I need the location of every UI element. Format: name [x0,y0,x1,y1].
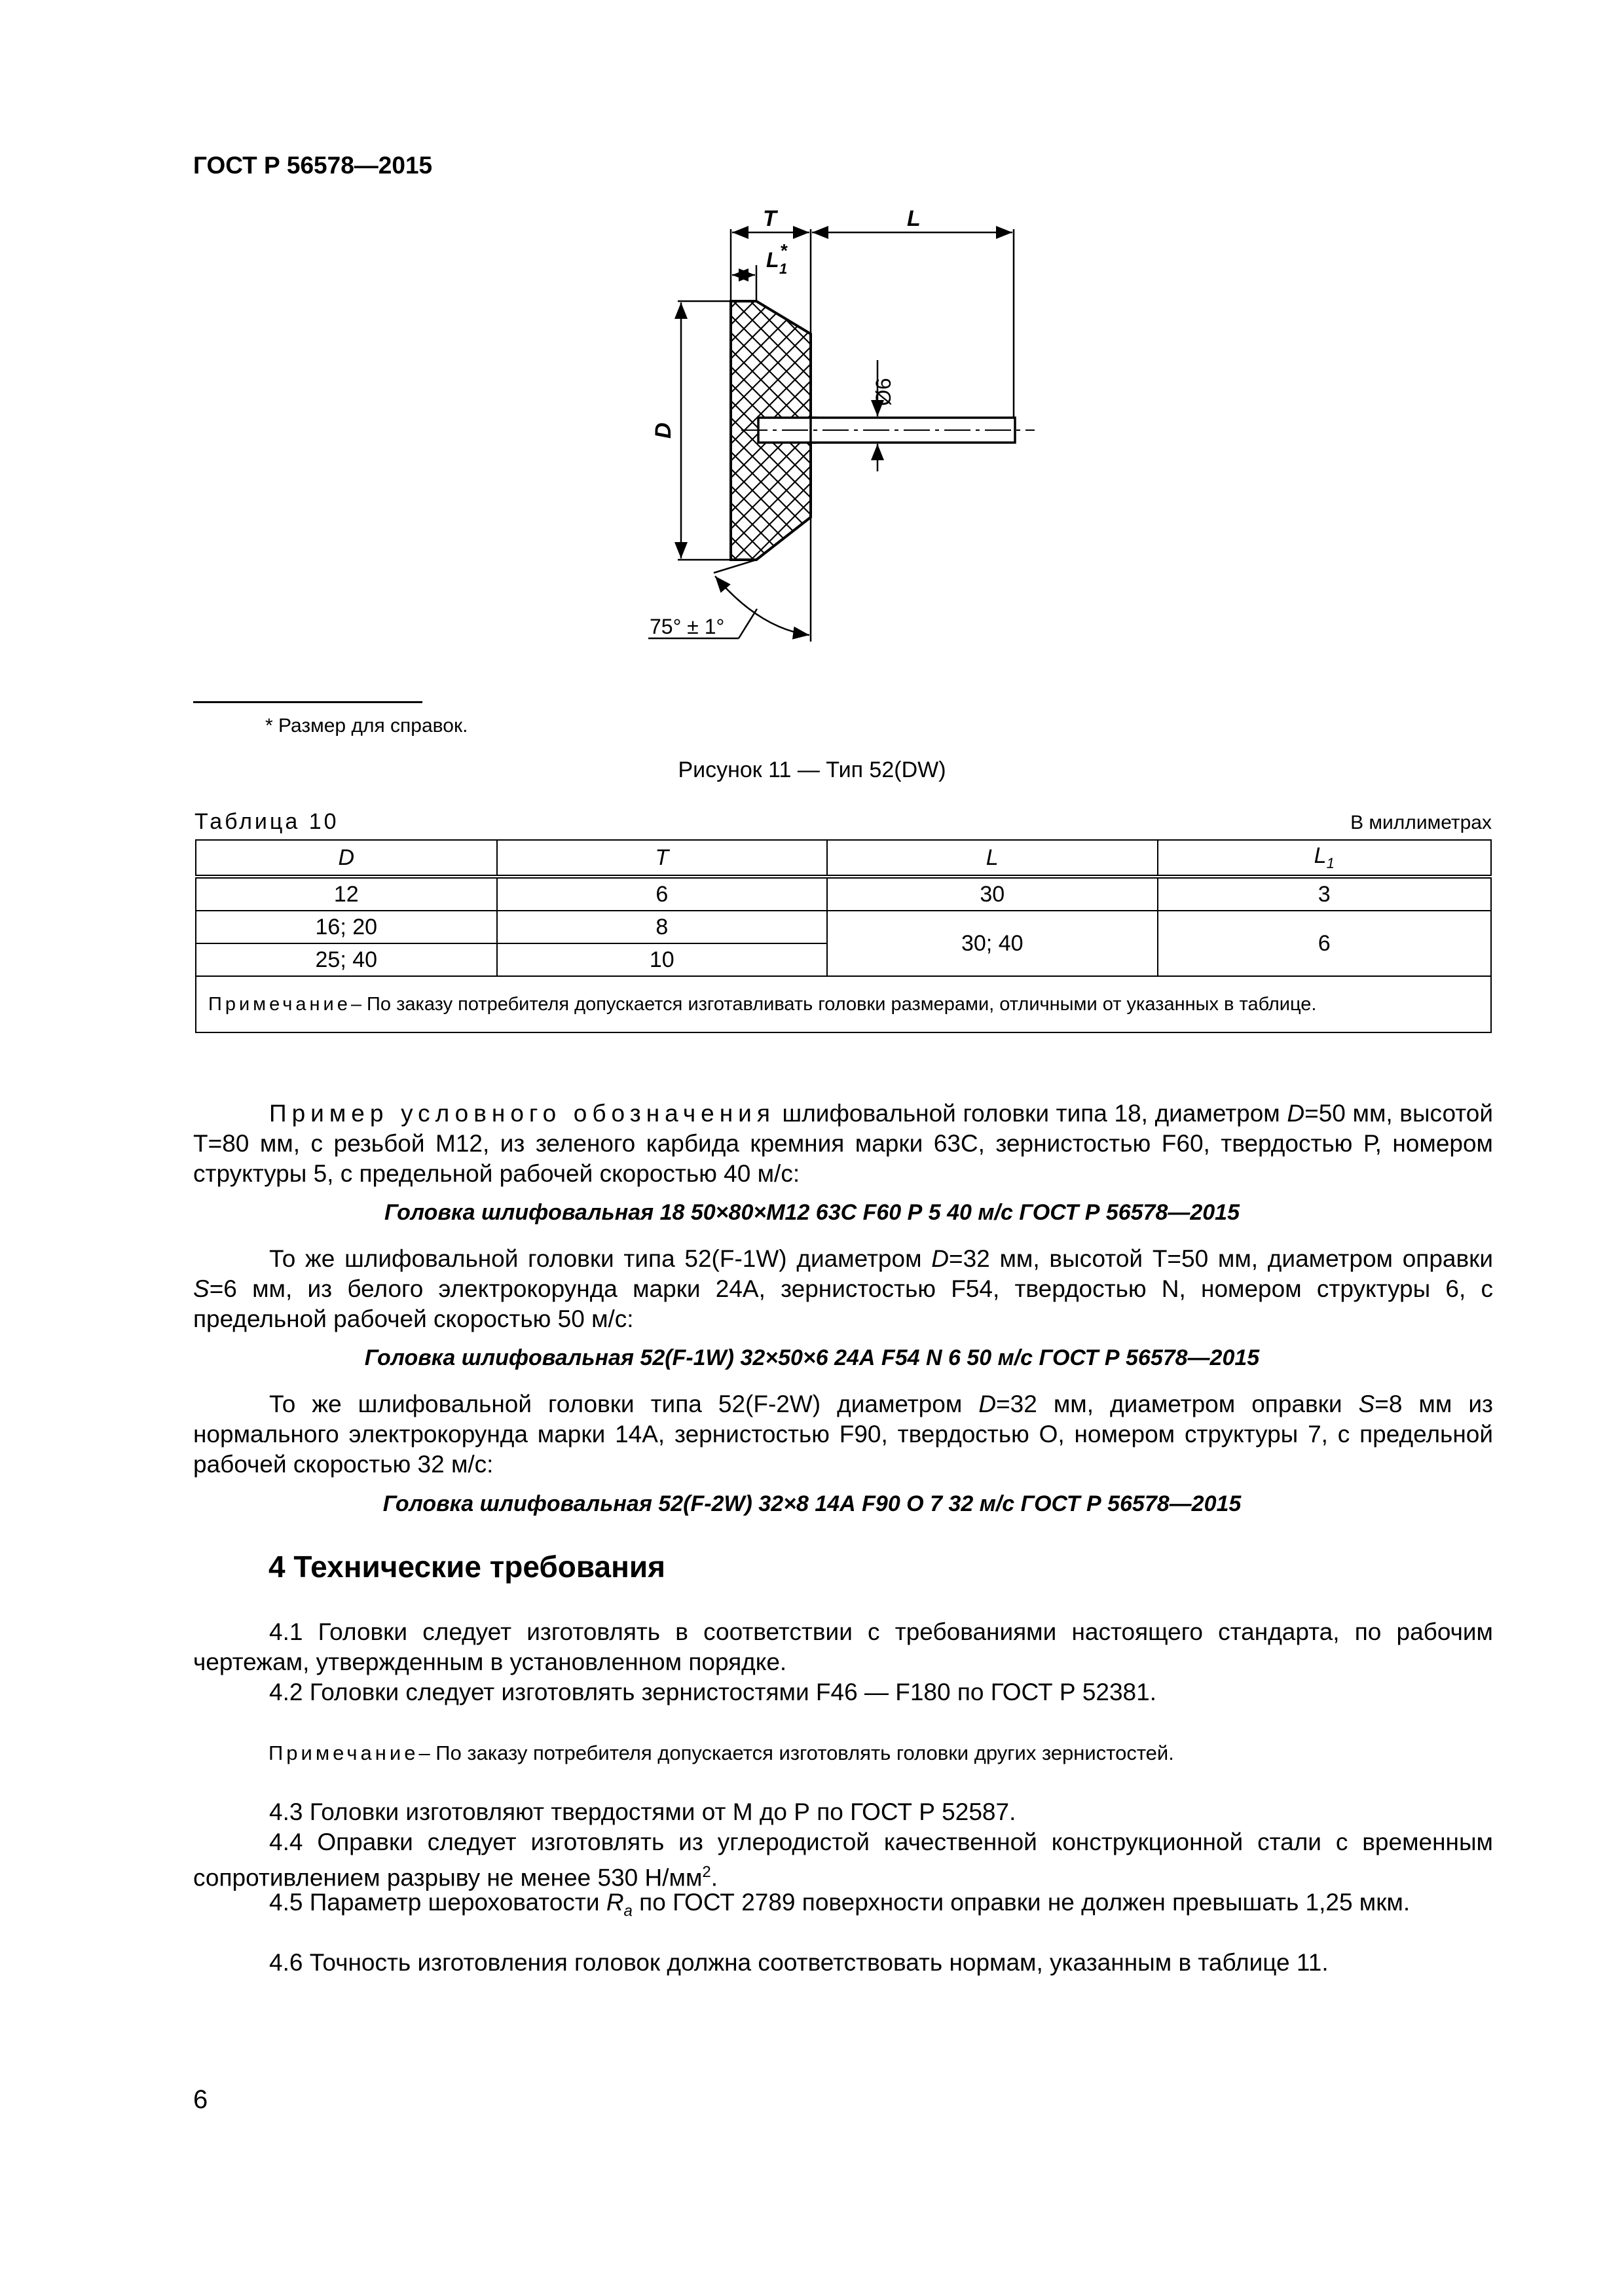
dim-D-label: D [651,422,676,439]
cell-T: 6 [497,877,827,911]
paragraph-4-4: 4.4 Оправки следует изготовлять из углеродистой качественной конструкционной стали с временным сопротивлением разрыву не менее 530 $Н/мм^2$. [193,1829,1493,1891]
designation-1: Головка шлифовальная 18 50×80×М12 63С F60 Р 5 40 м/с ГОСТ Р 56578—2015 [384,1200,1240,1225]
table-row [196,911,1491,943]
cell-D: 25; 40 [196,943,497,976]
page-number: 6 [193,2085,208,2114]
footnote: * Размер для справок. [265,715,468,737]
header-L: L [827,840,1157,877]
table-note-row [196,976,1491,1032]
paragraph-4-3: 4.3 Головки изготовляют твердостями от М до Р по ГОСТ Р 52587. [269,1798,1016,1825]
section-note-label: Примечание [268,1741,419,1764]
section-note-text: – По заказу потребителя допускается изготовлять головки других зернистостей. [418,1741,1174,1764]
cell-T: 10 [497,943,827,976]
cell-L: 30; 40 [827,911,1157,976]
section-note [268,1741,1174,1765]
section-title: 4 Технические требования [268,1550,665,1584]
example-paragraph-3: То же шлифовальной головки типа 52(F-2W) диаметром D=32 мм, диаметром оправки S=8 мм из нормального электрокорунда марки 14А, зернистостью F90, твердостью О, номером структуры 7, с предельной рабочей скоростью 32 м/с: [193,1391,1493,1478]
paragraph-4-1: 4.1 Головки следует изготовлять в соответствии с требованиями настоящего стандарта, по рабочим чертежам, утвержденным в установленном порядке. [193,1618,1493,1675]
table-header-row [196,840,1491,877]
header-D: D [196,840,497,877]
paragraph-4-5: 4.5 Параметр шероховатости $R_a$ по ГОСТ 2789 поверхности оправки не должен превышать 1,25 мкм. [269,1889,1411,1920]
dim-L1-star: * [781,240,788,261]
header-T: T [497,840,827,877]
cell-D: 16; 20 [196,911,497,943]
table-10 [195,839,1492,1033]
paragraph-4-6: 4.6 Точность изготовления головок должна соответствовать нормам, указанным в таблице 11. [269,1949,1329,1976]
dim-L1-subscript: 1 [779,261,788,277]
example-paragraph-1: Пример условного обозначения шлифовальной головки типа 18, диаметром D=50 мм, высотой Т=80 мм, с резьбой М12, из зеленого карбида кремния марки 63С, зернистостью F60, твердостью Р, номером структуры 5, с предельной рабочей скоростью 40 м/с: [193,1100,1494,1187]
table-note-label: Примечание [208,994,351,1015]
designation-2: Головка шлифовальная 52(F-1W) 32×50×6 24А F54 N 6 50 м/с ГОСТ Р 56578—2015 [364,1345,1260,1370]
dim-T-label: T [763,210,777,231]
dim-d6-label: Ø6 [872,378,895,406]
paragraph-4-2: 4.2 Головки следует изготовлять зернистостями F46 — F180 по ГОСТ Р 52381. [269,1679,1156,1705]
table-units: В миллиметрах [1350,812,1492,833]
footnote-rule [193,701,422,703]
cell-L: 30 [827,877,1157,911]
cell-L1: 6 [1158,911,1492,976]
document-header: ГОСТ Р 56578—2015 [193,152,433,179]
dim-L1-label: L [766,248,779,272]
cell-L1: 3 [1158,877,1492,911]
table-note [196,976,1491,1032]
cell-D: 12 [196,877,497,911]
designation-3: Головка шлифовальная 52(F-2W) 32×8 14А F90 О 7 32 м/с ГОСТ Р 56578—2015 [382,1491,1242,1516]
cell-T: 8 [497,911,827,943]
example-paragraph-2: То же шлифовальной головки типа 52(F-1W) диаметром D=32 мм, высотой Т=50 мм, диаметром оправки S=6 мм, из белого электрокорунда марки 24А, зернистостью F54, твердостью N, номером структуры 6, с предельной рабочей скоростью 50 м/с: [193,1245,1493,1332]
table-label: Таблица 10 [194,809,339,834]
table-row [196,877,1491,911]
header-L1: $L_1$ [1158,840,1492,877]
angle-label: 75° ± 1° [650,615,725,638]
figure-drawing [642,210,1061,661]
dim-L-label: L [907,210,921,231]
figure-caption: Рисунок 11 — Тип 52(DW) [678,757,946,782]
table-note-text: – По заказу потребителя допускается изготавливать головки размерами, отличными от указанных в таблице. [350,994,1317,1015]
